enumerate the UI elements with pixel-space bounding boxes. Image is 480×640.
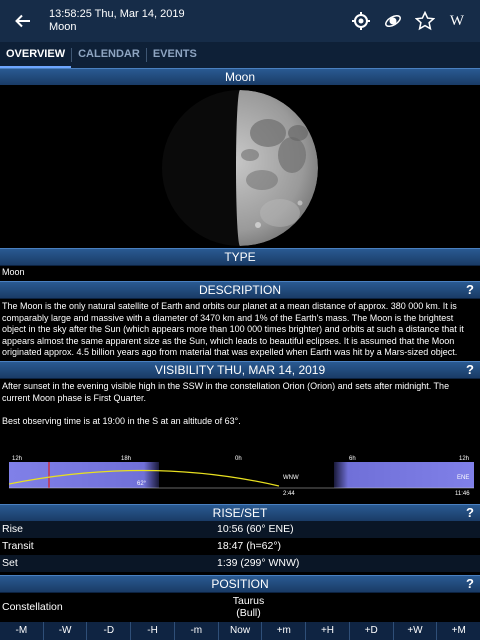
help-icon[interactable]: ? [466, 505, 474, 520]
title-block [49, 8, 185, 34]
tick-label: 18h [121, 456, 132, 462]
visibility-chart [9, 454, 474, 500]
section-header-type [0, 248, 480, 266]
app-bar [0, 0, 480, 42]
row-value: 18:47 (h=62°) [217, 540, 282, 552]
datetime-label: 13:58:25 Thu, Mar 14, 2019 [49, 8, 185, 20]
section-header-moon [0, 68, 480, 86]
row-label: Transit [2, 540, 34, 552]
description-text: The Moon is the only natural satellite of Earth and orbits our planet at a mean distance of approx. 380 000 km. It is comparably large and massive with a diameter of 3470 km and 1% of the Earth's mass. The Moon is the brightest object in the sky after the Sun (which appears more than 100 000 times brighter) and orbits at such a distance that it appears almost the same apparent size as the Sun, which leads to beautiful eclipses. It is assumed that the Moon originated approx. 4.5 billion years ago from material that was expelled when Earth was hit by a Mars-sized object. [2, 301, 464, 357]
section-title: DESCRIPTION [198, 283, 281, 297]
tick-label: 0h [235, 456, 242, 462]
position-row-constellation [0, 594, 480, 620]
help-icon[interactable]: ? [466, 576, 474, 591]
tab-events[interactable]: EVENTS [152, 48, 197, 60]
now-button[interactable]: Now [219, 622, 263, 640]
tick-label: 12h [12, 456, 23, 462]
row-label: Constellation [2, 601, 63, 613]
step-minus-week-button[interactable]: -W [44, 622, 88, 640]
rise-direction: ENE [457, 475, 470, 481]
step-minus-day-button[interactable]: -D [87, 622, 131, 640]
row-value: 1:39 (299° WNW) [217, 557, 300, 569]
riseset-row-set [0, 555, 480, 572]
object-name-label: Moon [49, 21, 77, 33]
vis-chart-ticks [12, 456, 469, 462]
tick-label: 6h [349, 456, 356, 462]
help-icon[interactable]: ? [466, 362, 474, 377]
section-title: RISE/SET [212, 506, 268, 520]
section-title: TYPE [224, 250, 256, 264]
tab-bar [0, 42, 480, 68]
riseset-row-rise [0, 521, 480, 538]
step-plus-minute-button[interactable]: +m [262, 622, 306, 640]
step-minus-minute-button[interactable]: -m [175, 622, 219, 640]
section-header-description [0, 281, 480, 299]
time-step-bar [0, 622, 480, 640]
visibility-text: After sunset in the evening visible high in the SSW in the constellation Orion (Orion) and sets after midnight. The current Moon phase is First Quarter. [2, 381, 450, 403]
constellation-name: Taurus [232, 595, 265, 607]
section-header-visibility [0, 361, 480, 379]
step-plus-month-button[interactable]: +M [451, 625, 466, 636]
tab-calendar[interactable]: CALENDAR [78, 48, 140, 60]
appbar-actions [350, 10, 468, 32]
favorite-star-icon[interactable] [414, 10, 436, 32]
constellation-translation: (Bull) [236, 607, 261, 619]
constellation-value [216, 595, 281, 619]
moon-image [0, 85, 480, 248]
row-label: Rise [2, 523, 24, 535]
step-plus-hour-button[interactable]: +H [306, 622, 350, 640]
rise-time-label: 11:46 [455, 491, 470, 497]
row-value: 10:56 (60° ENE) [217, 523, 294, 535]
section-title: VISIBILITY THU, MAR 14, 2019 [154, 363, 326, 377]
riseset-row-transit [0, 538, 480, 555]
peak-label: 62° [137, 481, 147, 487]
step-minus-month-button[interactable]: -M [0, 622, 44, 640]
help-icon[interactable]: ? [466, 282, 474, 297]
row-label: Set [2, 557, 18, 569]
set-time-label: 2:44 [283, 491, 295, 497]
locate-target-icon[interactable] [350, 10, 372, 32]
tab-overview[interactable]: OVERVIEW [0, 42, 71, 68]
set-direction: WNW [283, 475, 299, 481]
type-value: Moon [2, 267, 25, 277]
tick-label: 12h [459, 456, 470, 462]
back-arrow-icon[interactable] [13, 11, 33, 31]
step-minus-hour-button[interactable]: -H [131, 622, 175, 640]
section-header-riseset [0, 504, 480, 522]
step-plus-day-button[interactable]: +D [350, 622, 394, 640]
wikipedia-icon[interactable]: W [449, 12, 465, 29]
orbit-icon[interactable] [382, 10, 404, 32]
section-header-position [0, 575, 480, 593]
section-title: POSITION [211, 577, 269, 591]
section-title: Moon [224, 70, 256, 84]
step-plus-week-button[interactable]: +W [394, 622, 438, 640]
best-observing-text: Best observing time is at 19:00 in the S at an altitude of 63°. [2, 416, 241, 426]
